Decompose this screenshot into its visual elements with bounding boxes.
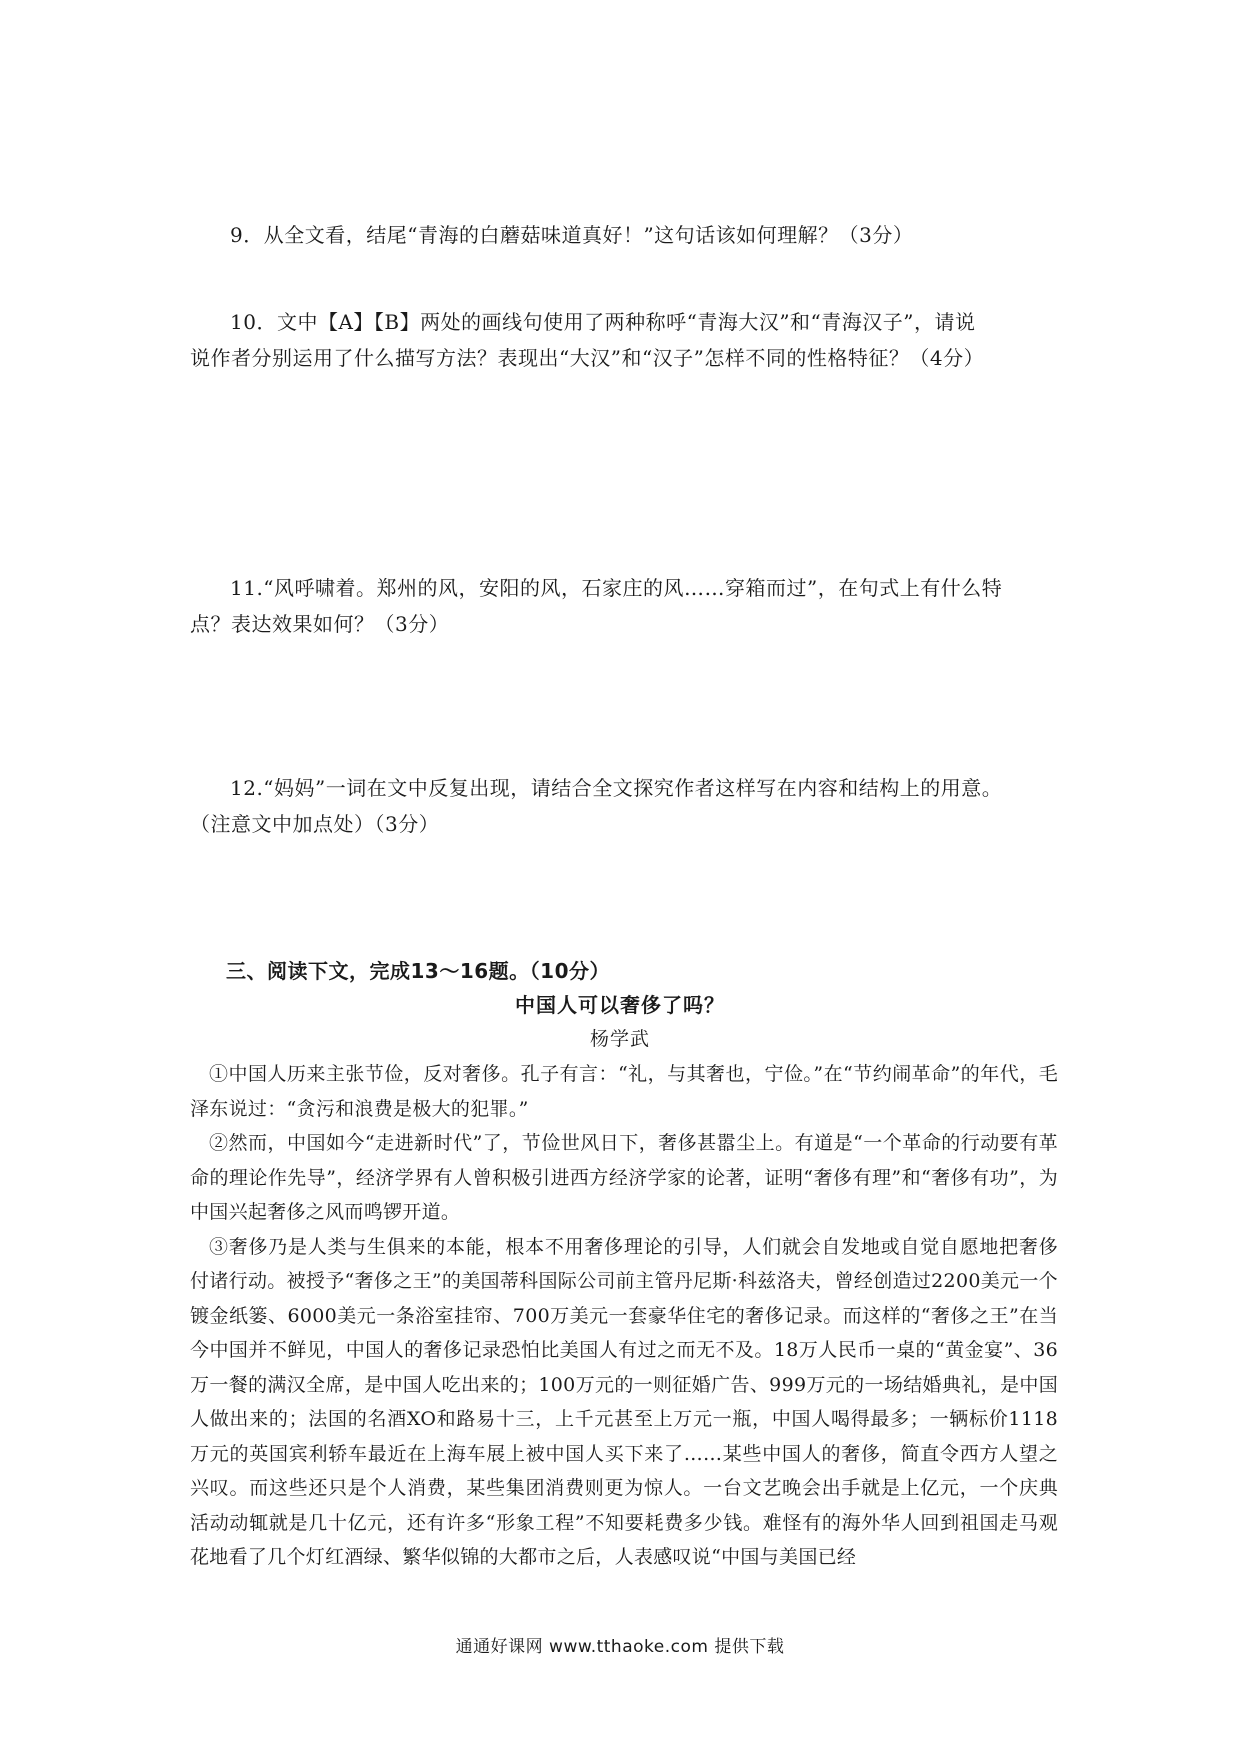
question-line: 说作者分别运用了什么描写方法？表现出“大汉”和“汉子”怎样不同的性格特征？（4分） — [190, 346, 985, 370]
question-10 — [190, 304, 1060, 376]
question-12 — [190, 770, 1060, 842]
question-line: （注意文中加点处）（3分） — [190, 812, 440, 836]
article-paragraph: ①中国人历来主张节俭，反对奢侈。孔子有言：“礼，与其奢也，宁俭。”在“节约闹革命”的年代，毛泽东说过：“贪污和浪费是极大的犯罪。” — [190, 1063, 1058, 1120]
section-heading: 三、阅读下文，完成13～16题。（10分） — [226, 959, 610, 983]
question-line: 11.“风呼啸着。郑州的风，安阳的风，石家庄的风……穿箱而过”，在句式上有什么特 — [230, 576, 1003, 600]
article-title: 中国人可以奢侈了吗？ — [515, 993, 725, 1017]
article-body — [190, 1057, 1058, 1575]
question-line: 点？表达效果如何？（3分） — [190, 612, 450, 636]
question-11 — [190, 570, 1060, 642]
page-footer: 通通好课网 www.tthaoke.com 提供下载 — [455, 1637, 785, 1657]
question-line: 9．从全文看，结尾“青海的白蘑菇味道真好！”这句话该如何理解？（3分） — [230, 223, 914, 247]
question-9 — [190, 217, 1060, 253]
question-line: 10．文中【A】【B】两处的画线句使用了两种称呼“青海大汉”和“青海汉子”，请说 — [230, 310, 976, 334]
article-author: 杨学武 — [589, 1028, 650, 1050]
question-line: 12.“妈妈”一词在文中反复出现，请结合全文探究作者这样写在内容和结构上的用意。 — [230, 776, 1003, 800]
article-paragraph: ②然而，中国如今“走进新时代”了，节俭世风日下，奢侈甚嚣尘上。有道是“一个革命的行动要有革命的理论作先导”，经济学界有人曾积极引进西方经济学家的论著，证明“奢侈有理”和“奢侈有功”，为中国兴起奢侈之风而鸣锣开道。 — [190, 1132, 1058, 1223]
article-paragraph: ③奢侈乃是人类与生俱来的本能，根本不用奢侈理论的引导，人们就会自发地或自觉自愿地把奢侈付诸行动。被授予“奢侈之王”的美国蒂科国际公司前主管丹尼斯·科兹洛夫，曾经创造过2200美元一个镀金纸篓、6000美元一条浴室挂帘、700万美元一套豪华住宅的奢侈记录。而这样的“奢侈之王”在当今中国并不鲜见，中国人的奢侈记录恐怕比美国人有过之而无不及。18万人民币一桌的“黄金宴”、36万一餐的满汉全席，是中国人吃出来的；100万元的一则征婚广告、999万元的一场结婚典礼，是中国人做出来的；法国的名酒XO和路易十三，上千元甚至上万元一瓶，中国人喝得最多；一辆标价1118万元的英国宾利轿车最近在上海车展上被中国人买下来了……某些中国人的奢侈，简直令西方人望之兴叹。而这些还只是个人消费，某些集团消费则更为惊人。一台文艺晚会出手就是上亿元，一个庆典活动动辄就是几十亿元，还有许多“形象工程”不知要耗费多少钱。难怪有的海外华人回到祖国走马观花地看了几个灯红酒绿、繁华似锦的大都市之后，人表感叹说“中国与美国已经 — [190, 1235, 1058, 1568]
